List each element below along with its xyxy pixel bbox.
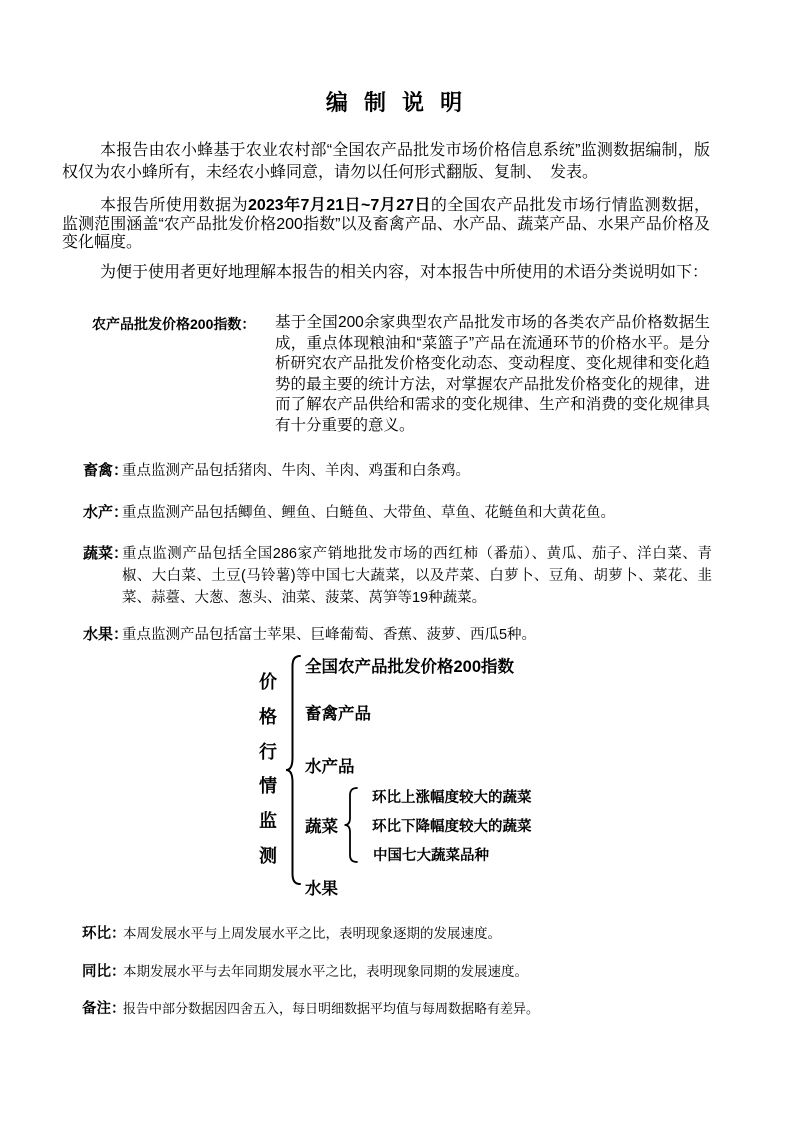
root-label-char: 行: [259, 741, 277, 762]
root-label-char: 格: [259, 706, 277, 727]
term-row-week-over-week: [82, 924, 712, 944]
main-brace-icon: [284, 654, 302, 886]
page-title: 编 制 说 明: [325, 90, 468, 115]
diagram-item-vegetables: 蔬菜: [305, 818, 338, 836]
diagram-subitem-rising-vegetables: 环比上涨幅度较大的蔬菜: [372, 790, 532, 806]
term-label-week-over-week: 环比：: [82, 926, 126, 942]
diagram-item-aquatic-products: 水产品: [305, 758, 355, 776]
term-text-week-over-week: 本周发展水平与上周发展水平之比，表明现象逐期的发展速度。: [123, 926, 501, 941]
term-label-note: 备注：: [82, 1001, 126, 1017]
term-row-price-index: [92, 313, 710, 436]
term-text-year-over-year: 本期发展水平与去年同期发展水平之比，表明现象同期的发展速度。: [123, 964, 528, 979]
root-label-char: 测: [259, 845, 277, 866]
term-row-vegetable: [83, 543, 712, 609]
term-label-livestock: 畜禽：: [83, 462, 129, 479]
term-row-aquatic: [83, 502, 712, 524]
term-row-livestock: [83, 460, 712, 482]
diagram-item-price-index-200: 全国农产品批发价格200指数: [305, 658, 515, 676]
term-label-price-index: 农产品批发价格200指数：: [92, 316, 256, 332]
root-label-char: 价: [259, 672, 277, 692]
root-label-char: 情: [259, 776, 277, 797]
term-label-vegetable: 蔬菜：: [83, 545, 129, 562]
intro-paragraph-2-post: 的全国农产品批发市场行情监测数据，监测范围涵盖“农产品批发价格200指数”以及畜禽产品、水产品、蔬菜产品、水果产品价格及变化幅度。: [62, 197, 710, 251]
term-text-vegetable: 重点监测产品包括全国286家产销地批发市场的西红柿（番茄）、黄瓜、茄子、洋白菜、青椒、大白菜、土豆(马铃薯)等中国七大蔬菜，以及芹菜、白萝卜、豆角、胡萝卜、菜花、韭菜、蒜薹、大葱、葱头、油菜、菠菜、莴笋等19种蔬菜。: [122, 546, 712, 606]
intro-paragraph-1: 本报告由农小蜂基于农业农村部“全国农产品批发市场价格信息系统”监测数据编制，版权仅为农小蜂所有，未经农小蜂同意，请勿以任何形式翻版、复制、 发表。: [62, 142, 710, 181]
vegetable-brace-icon: [342, 786, 360, 864]
diagram-root-label: [256, 668, 280, 877]
diagram-item-fruits: 水果: [305, 880, 338, 898]
term-row-year-over-year: [82, 962, 712, 982]
term-text-fruit: 重点监测产品包括富士苹果、巨峰葡萄、香蕉、菠萝、西瓜5种。: [122, 627, 537, 643]
term-text-livestock: 重点监测产品包括猪肉、牛肉、羊肉、鸡蛋和白条鸡。: [122, 463, 470, 479]
term-row-fruit: [83, 624, 712, 646]
diagram-item-livestock-products: 畜禽产品: [305, 705, 371, 723]
term-definition-price-index: 基于全国200余家典型农产品批发市场的各类农产品价格数据生成，重点体现粮油和“菜篮子”产品在流通环节的价格水平。是分析研究农产品批发价格变化动态、变动程度、变化规律和变化趋势的最主要的统计方法，对掌握农产品批发价格变化的规律，进而了解农产品供给和需求的变化规律、生产和消费的变化规律具有十分重要的意义。: [275, 314, 710, 434]
intro-paragraph-3: 为便于使用者更好地理解本报告的相关内容，对本报告中所使用的术语分类说明如下：: [100, 264, 709, 281]
diagram-subitem-falling-vegetables: 环比下降幅度较大的蔬菜: [372, 819, 532, 835]
term-label-fruit: 水果：: [83, 626, 129, 643]
term-text-note: 报告中部分数据因四舍五入，每日明细数据平均值与每周数据略有差异。: [123, 1001, 540, 1016]
term-text-aquatic: 重点监测产品包括鲫鱼、鲤鱼、白鲢鱼、大带鱼、草鱼、花鲢鱼和大黄花鱼。: [122, 505, 615, 521]
intro-paragraph-2-pre: 本报告所使用数据为: [100, 197, 249, 214]
term-label-aquatic: 水产：: [83, 504, 129, 521]
intro-paragraph-2: [62, 197, 710, 253]
diagram-subitem-seven-major-vegetables: 中国七大蔬菜品种: [373, 848, 489, 864]
term-row-note: [82, 999, 712, 1019]
term-label-year-over-year: 同比：: [82, 964, 126, 980]
root-label-char: 监: [259, 811, 277, 832]
report-period: 2023年7月21日~7月27日: [248, 197, 431, 214]
